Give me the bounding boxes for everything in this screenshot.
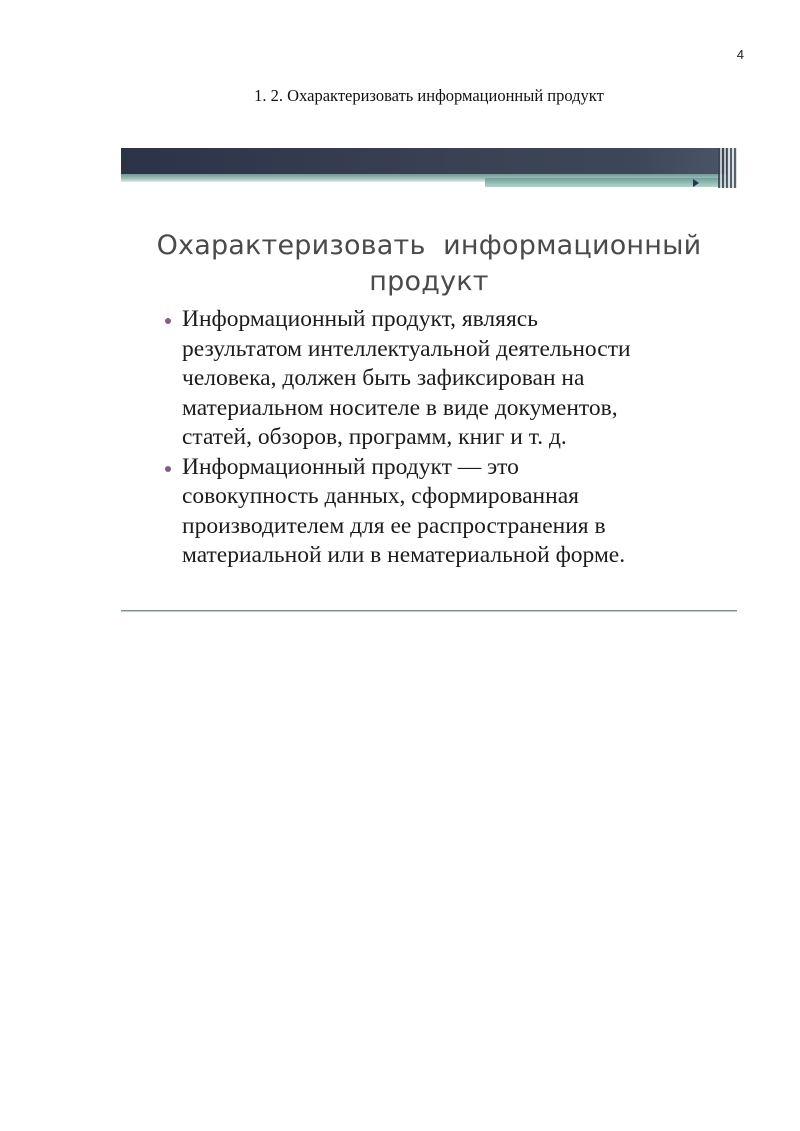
page-number: 4 (736, 47, 744, 62)
slide-title-line-2: продукт (369, 266, 489, 297)
bullet-line: Информационный продукт — это (182, 453, 519, 480)
page-heading: 1. 2. Охарактеризовать информационный продукт (254, 86, 604, 105)
slide-accent-band (485, 178, 727, 187)
slide-bottom-divider (121, 610, 737, 612)
bullet-dot-icon (165, 318, 171, 324)
slide-title (151, 228, 707, 300)
bullet-dot-icon (165, 466, 171, 472)
bullet-line: Информационный продукт, являясь (182, 306, 538, 332)
slide-top-bar (121, 148, 727, 174)
bullet-line: человека, должен быть зафиксирован на (182, 365, 585, 391)
slide-image (121, 148, 737, 614)
slide-title-line-1: Охарактеризовать информационный (156, 230, 702, 261)
bullet-line: материальном носителе в виде документов, (182, 394, 618, 421)
bullet-line: совокупность данных, сформированная (182, 483, 579, 509)
slide-corner-stripes (718, 148, 737, 188)
bullet-line: материальной или в нематериальной форме. (182, 542, 626, 568)
slide-bullet-1 (165, 305, 705, 453)
bullet-line: производителем для ее распространения в (182, 512, 606, 539)
bullet-line: результатом интеллектуальной деятельности (182, 335, 631, 362)
slide-bullet-list (165, 305, 705, 571)
slide-bullet-2 (165, 453, 705, 571)
slide-arrow-icon (693, 179, 699, 187)
bullet-line: статей, обзоров, программ, книг и т. д. (182, 424, 567, 450)
